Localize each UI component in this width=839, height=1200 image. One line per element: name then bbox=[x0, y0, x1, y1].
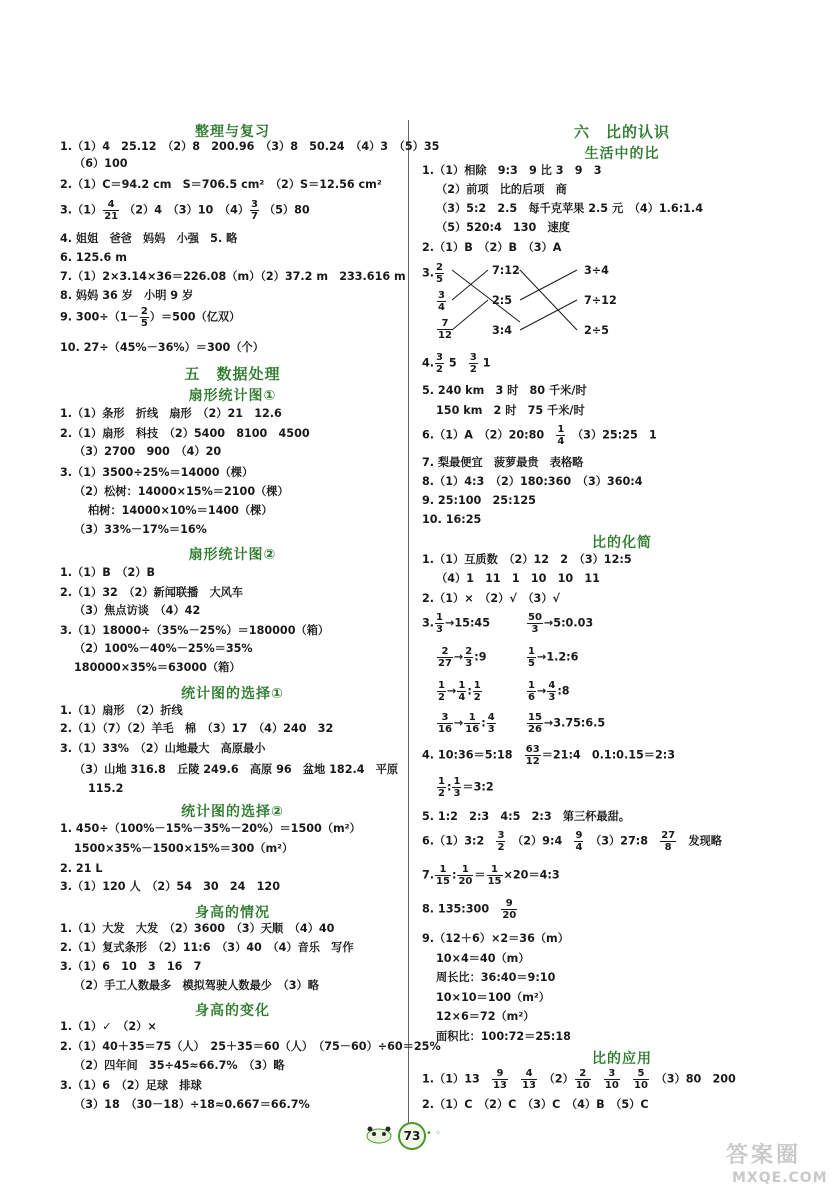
matching-lines bbox=[422, 262, 652, 342]
answer-line: 8. 妈妈 36 岁 小明 9 岁 bbox=[60, 289, 194, 302]
match-left-3: $\frac{7}{12}$ bbox=[438, 318, 452, 341]
answer-line: （2）松树：14000×15%＝2100（棵） bbox=[74, 485, 289, 498]
answer-line-fractions: $\frac{1}{6}$ → $\frac{4}{3}$ :8 bbox=[528, 680, 570, 703]
match-mid-3: 3:4 bbox=[492, 324, 513, 337]
answer-line: 3.（1）18000÷（35%－25%）＝180000（箱） bbox=[60, 624, 330, 637]
answer-line: 2.（1）复式条形 （2）11:6 （3）40 （4）音乐 写作 bbox=[60, 941, 354, 954]
answer-line: 3.（1）120 人 （2）54 30 24 120 bbox=[60, 880, 280, 893]
part-title-ratio: 六 比的认识 bbox=[573, 123, 670, 141]
answer-line-fractions: $\frac{2}{27}$ → $\frac{2}{3}$ :9 bbox=[438, 646, 487, 669]
answer-line: 1.（1）B （2）B bbox=[60, 566, 155, 579]
decorative-dots-icon: • ◦ bbox=[426, 1128, 441, 1139]
answer-line: 1.（1）大发 大发 （2）3600 （3）天顺 （4）40 bbox=[60, 922, 335, 935]
answer-line: 2.（1）B （2）B （3）A bbox=[422, 241, 562, 254]
answer-line: 2. 21 L bbox=[60, 862, 103, 875]
match-right-2: 7÷12 bbox=[584, 294, 617, 307]
answer-line: 7. 梨最便宜 菠萝最贵 表格略 bbox=[422, 456, 584, 469]
answer-line: 3.（1）3500÷25%＝14000（棵） bbox=[60, 466, 254, 479]
answer-line: 1.（1）4 25.12 （2）8 200.96 （3）8 50.24 （4）3 （5）35 bbox=[60, 140, 440, 153]
answer-line-fractions: 4. 10:36＝5:18 $\frac{63}{12}$ ＝21:4 0.1:0.15＝2:3 bbox=[422, 744, 676, 767]
answer-line: 柏树：14000×10%＝1400（棵） bbox=[88, 504, 273, 517]
section-title-height-change: 身高的变化 bbox=[195, 1003, 270, 1019]
answer-line: 周长比：36:40＝9:10 bbox=[436, 971, 556, 984]
answer-line: 6. 125.6 m bbox=[60, 251, 127, 264]
answer-line: 5. 1:2 2:3 4:5 2:3 第三杯最甜。 bbox=[422, 810, 630, 823]
answer-line: 10. 27÷（45%－36%）＝300（个） bbox=[60, 341, 264, 354]
answer-line: 2.（1）40＋35＝75（人） 25＋35＝60（人） （75－60）÷60＝25% bbox=[60, 1040, 441, 1053]
answer-line: 1. 450÷（100%－15%－35%－20%）＝1500（m²） bbox=[60, 822, 361, 835]
answer-line-fractions: 3. $\frac{1}{3}$ →15:45 bbox=[422, 612, 491, 635]
answer-line: 2.（1）32 （2）新闻联播 大风车 bbox=[60, 586, 244, 599]
section-title-chart-choice-2: 统计图的选择② bbox=[181, 804, 284, 820]
answer-line-fractions: 4. $\frac{3}{2}$ 5 $\frac{3}{2}$ 1 bbox=[422, 352, 491, 375]
answer-line-fractions: $\frac{15}{26}$ →3.75:6.5 bbox=[528, 712, 606, 735]
answer-line: 3.（1）6 10 3 16 7 bbox=[60, 960, 202, 973]
section-title-ratio-application: 比的应用 bbox=[592, 1051, 652, 1067]
answer-line: 8.（1）4:3 （2）180:360 （3）360:4 bbox=[422, 475, 643, 488]
answer-line: 10×10＝100（m²） bbox=[436, 991, 550, 1004]
answer-line: （2）四年间 35÷45≈66.7% （3）略 bbox=[74, 1059, 285, 1072]
match-mid-2: 2:5 bbox=[492, 294, 513, 307]
section-title-pie-2: 扇形统计图② bbox=[188, 547, 277, 563]
page-number: 73 bbox=[398, 1122, 426, 1150]
watermark-url: MXQE.COM bbox=[732, 1170, 828, 1186]
section-title-chart-choice-1: 统计图的选择① bbox=[181, 686, 284, 702]
match-right-1: 3÷4 bbox=[584, 264, 609, 277]
answer-line: 1.（1）✓ （2）× bbox=[60, 1020, 157, 1033]
answer-line-fractions: 6.（1）A （2）20:80 $\frac{1}{4}$ （3）25:25 1 bbox=[422, 424, 657, 447]
matching-diagram bbox=[422, 262, 652, 342]
answer-line: 面积比：100:72＝25:18 bbox=[436, 1030, 571, 1043]
answer-line: （2）前项 比的后项 商 bbox=[436, 183, 567, 196]
section-title-ratio-in-life: 生活中的比 bbox=[584, 146, 660, 162]
answer-line: 10×4＝40（m） bbox=[436, 952, 530, 965]
answer-line-fractions: 9. 300÷（1－ $\frac{2}{5}$ ）＝500（亿双） bbox=[60, 306, 241, 329]
answer-line: 1.（1）互质数 （2）12 2 （3）12:5 bbox=[422, 553, 632, 566]
answer-line-fractions: 8. 135:300 $\frac{9}{20}$ bbox=[422, 898, 517, 921]
answer-line: 1.（1）条形 折线 扇形 （2）21 12.6 bbox=[60, 407, 282, 420]
section-title-height-status: 身高的情况 bbox=[195, 905, 270, 921]
answer-line: （3）2700 900 （4）20 bbox=[74, 445, 222, 458]
answer-line: （6）100 bbox=[74, 157, 128, 170]
answer-line: （3）山地 316.8 丘陵 249.6 高原 96 盆地 182.4 平原 bbox=[74, 763, 399, 776]
answer-line: （2）100%－40%－25%＝35% bbox=[74, 642, 253, 655]
answer-line: 9. 25:100 25:125 bbox=[422, 494, 536, 507]
column-divider bbox=[408, 120, 409, 1140]
answer-line-fractions: $\frac{1}{2}$ : $\frac{1}{3}$ ＝3:2 bbox=[438, 776, 494, 799]
answer-line: 1.（1）扇形 （2）折线 bbox=[60, 704, 183, 717]
answer-line: （4）1 11 1 10 10 11 bbox=[436, 572, 600, 585]
answer-line: 2.（1）C＝94.2 cm S＝706.5 cm² （2）S＝12.56 cm² bbox=[60, 178, 382, 191]
answer-line: （3）33%－17%＝16% bbox=[74, 523, 207, 536]
answer-line-fractions: $\frac{3}{16}$ → $\frac{1}{16}$ : $\frac{4}{3}$ bbox=[438, 712, 495, 735]
match-left-2: $\frac{3}{4}$ bbox=[438, 290, 445, 313]
part-title-data: 五 数据处理 bbox=[184, 365, 281, 383]
fraction: $\frac{4}{21}$ bbox=[104, 199, 119, 222]
section-title-review: 整理与复习 bbox=[195, 124, 270, 140]
answer-line-fractions: 3.（1） $\frac{4}{21}$ （2）4 （3）10 （4） $\frac{3}{7}$ （5）80 bbox=[60, 199, 310, 222]
answer-line: 5. 240 km 3 时 80 千米/时 bbox=[422, 384, 587, 397]
answer-line: （3）18 （30－18）÷18≈0.667＝66.7% bbox=[74, 1098, 310, 1111]
answer-line: 150 km 2 时 75 千米/时 bbox=[436, 404, 585, 417]
answer-line: 2.（1）× （2）√ （3）√ bbox=[422, 592, 560, 605]
answer-line: 180000×35%＝63000（箱） bbox=[74, 661, 241, 674]
answer-line: （2）手工人数最多 模拟驾驶人数最少 （3）略 bbox=[74, 979, 319, 992]
answer-line: （3）焦点访谈 （4）42 bbox=[74, 604, 201, 617]
match-mid-1: 7:12 bbox=[492, 264, 520, 277]
answer-line: 2.（1）扇形 科技 （2）5400 8100 4500 bbox=[60, 427, 310, 440]
answer-line: 3.（1）6 （2）足球 排球 bbox=[60, 1079, 202, 1092]
answer-line: 7.（1）2×3.14×36＝226.08（m）（2）37.2 m 233.616 m bbox=[60, 270, 406, 283]
panda-mascot-icon bbox=[364, 1124, 394, 1144]
answer-line: 115.2 bbox=[88, 782, 124, 795]
answer-line-fractions: 6.（1）3:2 $\frac{3}{2}$ （2）9:4 $\frac{9}{4}$ （3）27:8 $\frac{27}{8}$ 发现略 bbox=[422, 830, 722, 853]
answer-line-fractions: $\frac{1}{2}$ → $\frac{1}{4}$ : $\frac{1}{2}$ bbox=[438, 680, 481, 703]
answer-line: 1500×35%－1500×15%＝300（m²） bbox=[74, 842, 294, 855]
answer-line: 4. 姐姐 爸爸 妈妈 小强 5. 略 bbox=[60, 232, 238, 245]
answer-line: （3）5:2 2.5 每千克苹果 2.5 元 （4）1.6:1.4 bbox=[436, 202, 703, 215]
answer-line: 1.（1）相除 9:3 9 比 3 9 3 bbox=[422, 164, 602, 177]
answer-line: 9.（12＋6）×2＝36（m） bbox=[422, 932, 569, 945]
answer-line-fractions: 1.（1）13 $\frac{9}{13}$ $\frac{4}{13}$ （2） $\frac{2}{10}$ $\frac{3}{10}$ $\frac{5}{10}$ （3）80 200 bbox=[422, 1068, 736, 1091]
watermark-text: 答案圈 bbox=[726, 1143, 802, 1168]
answer-line: 12×6＝72（m²） bbox=[436, 1010, 535, 1023]
fraction: $\frac{2}{5}$ bbox=[140, 306, 148, 329]
answer-line: 2.（1）C （2）C （3）C （4）B （5）C bbox=[422, 1098, 649, 1111]
answer-line: 10. 16:25 bbox=[422, 513, 482, 526]
answer-line: （5）520:4 130 速度 bbox=[436, 221, 570, 234]
match-right-3: 2÷5 bbox=[584, 324, 609, 337]
answer-line-fractions: 7. $\frac{1}{15}$ : $\frac{1}{20}$ ＝ $\frac{1}{15}$ ×20＝4:3 bbox=[422, 864, 560, 887]
answer-line-fractions: $\frac{50}{3}$ →5:0.03 bbox=[528, 612, 594, 635]
answer-line: 3.（1）33% （2）山地最大 高原最小 bbox=[60, 742, 266, 755]
fraction: $\frac{3}{7}$ bbox=[251, 199, 259, 222]
watermark-logo bbox=[722, 1138, 826, 1196]
match-left-1: 3. $\frac{2}{5}$ bbox=[422, 262, 444, 285]
section-title-pie-1: 扇形统计图① bbox=[188, 388, 277, 404]
answer-line-fractions: $\frac{1}{5}$ →1.2:6 bbox=[528, 646, 579, 669]
answer-line: 2.（1）（7）（2）羊毛 棉 （3）17 （4）240 32 bbox=[60, 722, 334, 735]
section-title-simplify: 比的化简 bbox=[592, 535, 652, 551]
